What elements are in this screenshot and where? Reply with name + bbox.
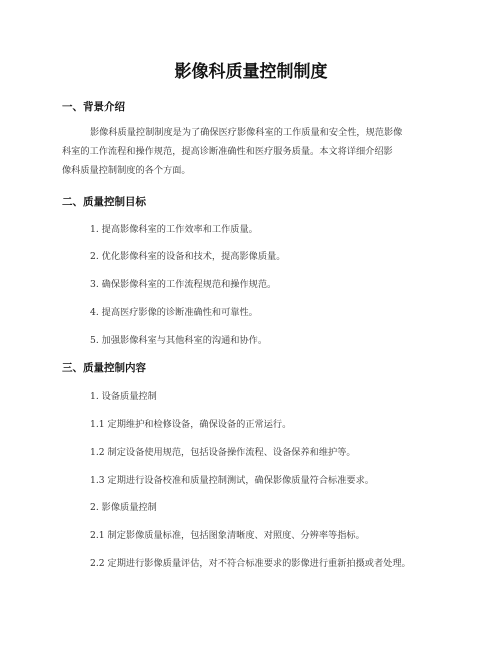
section-heading-content: 三、质量控制内容 [62,362,146,374]
section-paragraph-background [62,123,444,180]
paragraph-line: 科室的工作流程和操作规范，提高诊断准确性和医疗服务质量。本文将详细介绍影 [62,146,393,157]
content-item: 2.2 定期进行影像质量评估，对不符合标准要求的影像进行重新拍摄或者处理。 [90,558,411,569]
content-item: 2. 影像质量控制 [90,502,157,513]
goal-item: 5. 加强影像科室与其他科室的沟通和协作。 [90,335,268,346]
paragraph-line: 像科质量控制制度的各个方面。 [62,165,191,176]
content-item: 2.1 制定影像质量标准，包括图象清晰度、对照度、分辨率等指标。 [90,530,365,541]
document-title: 影像科质量控制制度 [174,62,328,82]
goal-item: 3. 确保影像科室的工作流程规范和操作规范。 [90,279,277,290]
goal-item: 4. 提高医疗影像的诊断准确性和可靠性。 [90,307,258,318]
section-heading-background: 一、背景介绍 [62,101,125,113]
content-item: 1.2 制定设备使用规范，包括设备操作流程、设备保养和维护等。 [90,447,356,458]
paragraph-line: 影像科质量控制制度是为了确保医疗影像科室的工作质量和安全性，规范影像 [90,127,403,138]
content-item: 1.1 定期维护和检修设备，确保设备的正常运行。 [90,419,292,430]
section-heading-goals: 二、质量控制目标 [62,196,146,208]
goal-item: 2. 优化影像科室的设备和技术，提高影像质量。 [90,251,286,262]
content-item: 1.3 定期进行设备校准和质量控制测试，确保影像质量符合标准要求。 [90,475,374,486]
content-item: 1. 设备质量控制 [90,391,157,402]
goal-item: 1. 提高影像科室的工作效率和工作质量。 [90,224,258,235]
